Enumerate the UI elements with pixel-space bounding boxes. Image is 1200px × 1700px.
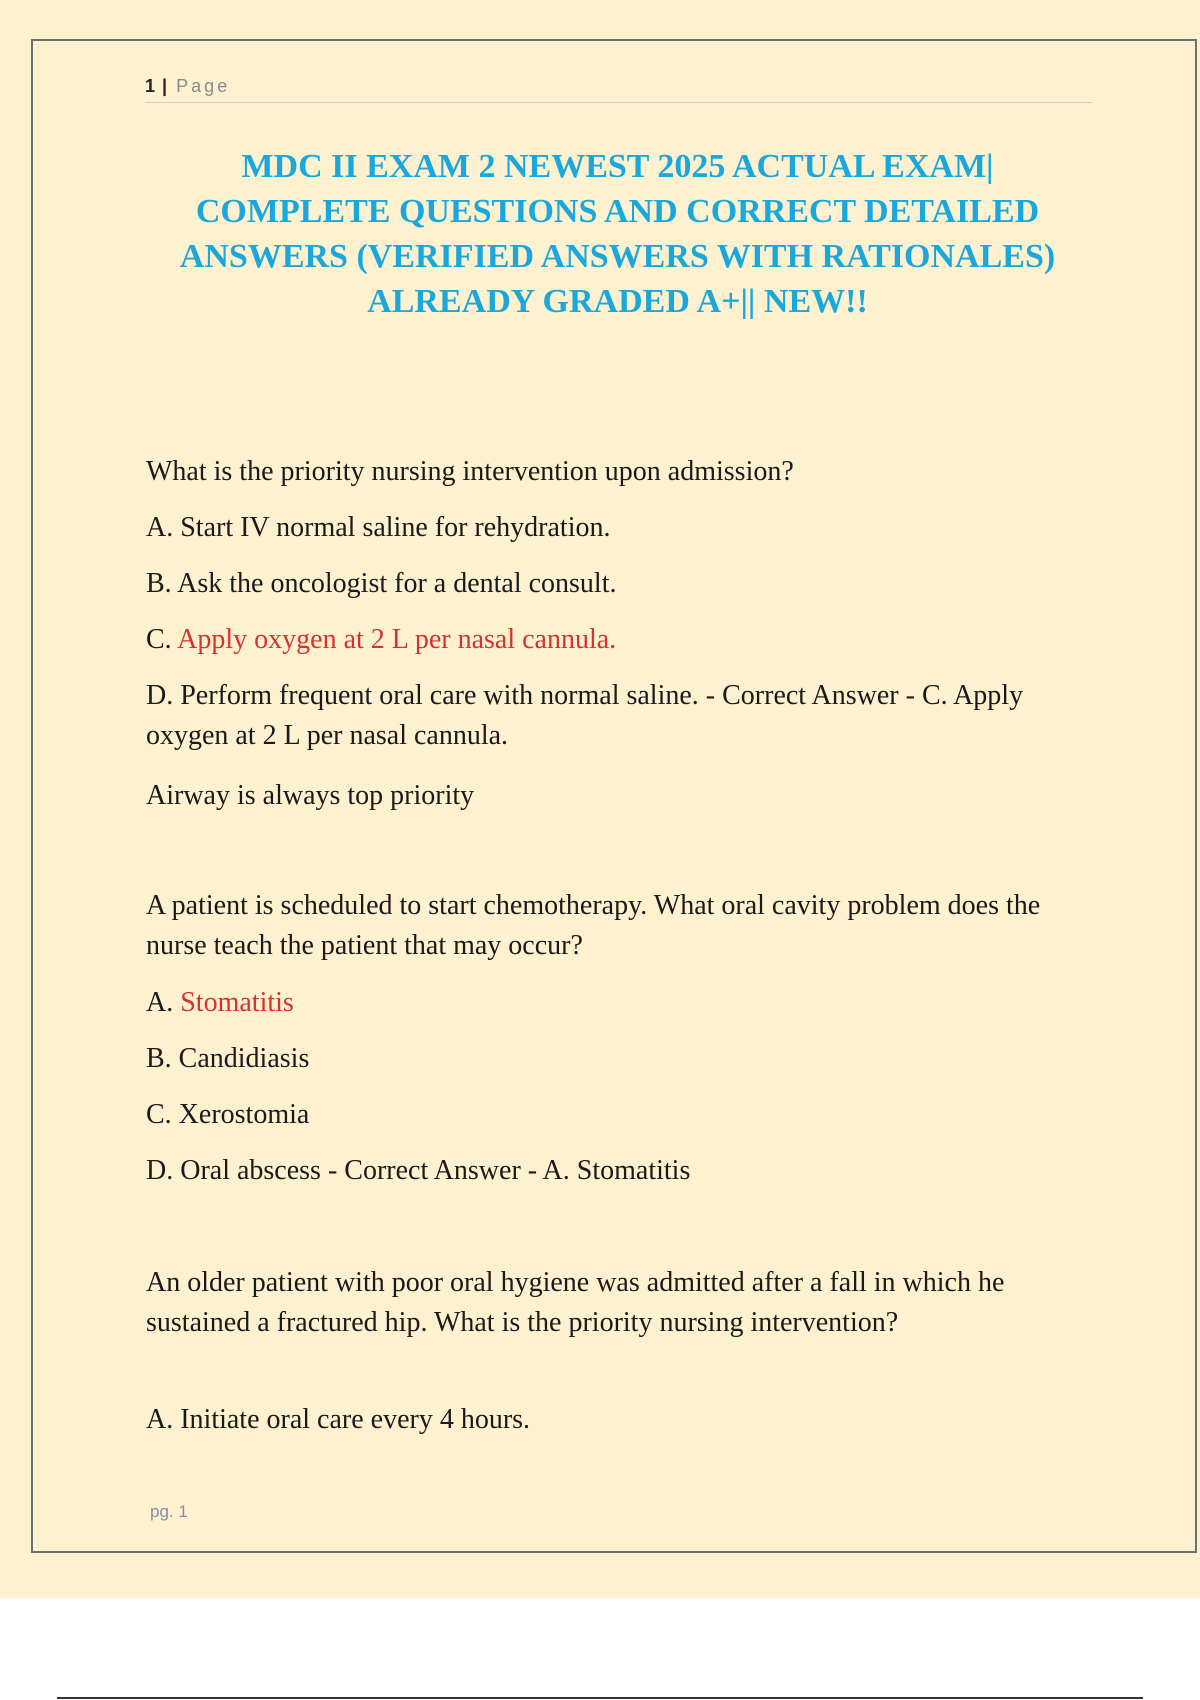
q3-option-a: A. Initiate oral care every 4 hours. xyxy=(146,1404,531,1435)
q2-option-d: D. Oral abscess - Correct Answer - A. Stomatitis xyxy=(146,1155,691,1186)
q2-option-a-prefix: A. xyxy=(146,987,181,1018)
q2-option-a xyxy=(146,983,1096,1023)
header-separator: | xyxy=(162,76,168,96)
footer-page-number: pg. 1 xyxy=(150,1502,188,1521)
q2-option-a-answer: Stomatitis xyxy=(180,987,294,1018)
title-line-1: MDC II EXAM 2 NEWEST 2025 ACTUAL EXAM| xyxy=(241,148,994,185)
header-page-number: 1 xyxy=(145,76,156,96)
q2-option-c: C. Xerostomia xyxy=(146,1099,310,1130)
title-line-2: COMPLETE QUESTIONS AND CORRECT DETAILED xyxy=(195,193,1040,230)
q1-option-c-prefix: C. xyxy=(146,624,178,655)
q1-rationale: Airway is always top priority xyxy=(146,780,475,811)
q1-option-a: A. Start IV normal saline for rehydration. xyxy=(146,512,611,543)
q1-option-c-answer: Apply oxygen at 2 L per nasal cannula. xyxy=(177,624,617,655)
q1-option-b: B. Ask the oncologist for a dental consult. xyxy=(146,568,617,599)
q1-option-c xyxy=(146,620,1096,660)
bottom-divider xyxy=(57,1697,1143,1699)
q2-option-b: B. Candidiasis xyxy=(146,1043,310,1074)
title-line-4: ALREADY GRADED A+|| NEW!! xyxy=(367,283,868,320)
q2-question: A patient is scheduled to start chemotherapy. What oral cavity problem does the nurse teach the patient that may occur? xyxy=(146,890,1041,961)
header-page-label: Page xyxy=(176,76,231,96)
q1-question: What is the priority nursing intervention upon admission? xyxy=(146,456,794,487)
q1-option-d: D. Perform frequent oral care with normal saline. - Correct Answer - C. Apply oxygen at 2 L per nasal cannula. xyxy=(146,680,1024,751)
page-header xyxy=(145,74,1092,103)
title-line-3: ANSWERS (VERIFIED ANSWERS WITH RATIONALES) xyxy=(179,238,1056,275)
document-title xyxy=(140,144,1095,324)
q3-question: An older patient with poor oral hygiene was admitted after a fall in which he sustained a fractured hip. What is the priority nursing intervention? xyxy=(146,1267,1005,1338)
